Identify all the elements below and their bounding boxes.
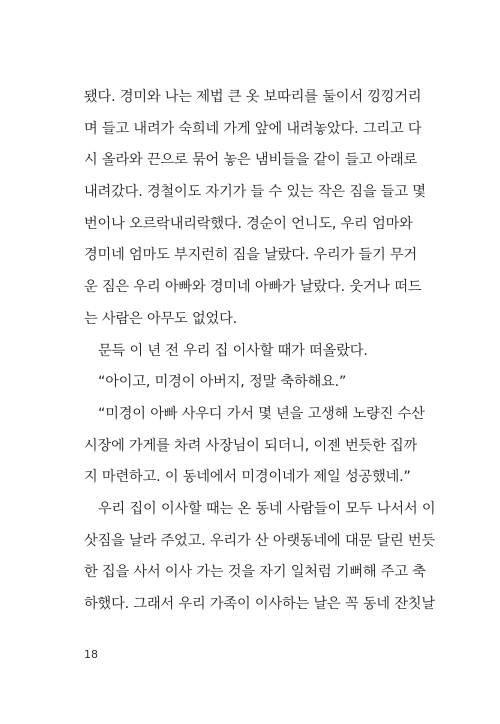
text-line: 한 집을 사서 이사 가는 것을 자기 일처럼 기뻐해 주고 축: [84, 564, 426, 581]
text-line: 문득 이 년 전 우리 집 이사할 때가 떠올랐다.: [98, 342, 368, 359]
text-line: 며 들고 내려가 숙희네 가게 앞에 내려놓았다. 그리고 다: [84, 120, 422, 137]
paragraph: [84, 82, 426, 336]
text-line: 는 사람은 아무도 없었다.: [84, 310, 237, 327]
text-line: “미경이 아빠 사우디 가서 몇 년을 고생해 노량진 수산: [98, 405, 425, 422]
paragraph: [84, 494, 436, 621]
text-line: 번이나 오르락내리락했다. 경순이 언니도, 우리 엄마와: [84, 215, 413, 232]
text-line: 삿짐을 날라 주었고. 우리가 산 아랫동네에 대문 달린 번듯: [84, 532, 436, 549]
text-line: 지 마련하고. 이 동네에서 미경이네가 제일 성공했네.”: [84, 469, 411, 486]
text-line: 하했다. 그래서 우리 가족이 이사하는 날은 꼭 동네 잔칫날: [84, 596, 436, 612]
text-line: 경미네 엄마도 부지런히 짐을 날랐다. 우리가 들기 무거: [84, 247, 418, 264]
dialogue-paragraph: [84, 399, 425, 494]
text-line: “아이고, 미경이 아버지, 정말 축하해요.”: [98, 374, 347, 391]
text-line: 시장에 가게를 차려 사장님이 되더니, 이젠 번듯한 집까: [84, 437, 418, 454]
text-line: 운 짐은 우리 아빠와 경미네 아빠가 날랐다. 웃거나 떠드: [84, 279, 422, 296]
paragraph: [84, 336, 420, 368]
text-line: 됐다. 경미와 나는 제법 큰 옷 보따리를 둘이서 낑낑거리: [84, 89, 422, 105]
page-number: 18: [84, 648, 98, 661]
dialogue-paragraph: [84, 367, 420, 399]
body-text: [84, 82, 436, 621]
text-line: 내려갔다. 경철이도 자기가 들 수 있는 작은 짐을 들고 몇: [84, 184, 426, 201]
text-line: 우리 집이 이사할 때는 온 동네 사람들이 모두 나서서 이: [98, 500, 436, 517]
text-line: 시 올라와 끈으로 묶어 놓은 냄비들을 같이 들고 아래로: [84, 152, 418, 169]
